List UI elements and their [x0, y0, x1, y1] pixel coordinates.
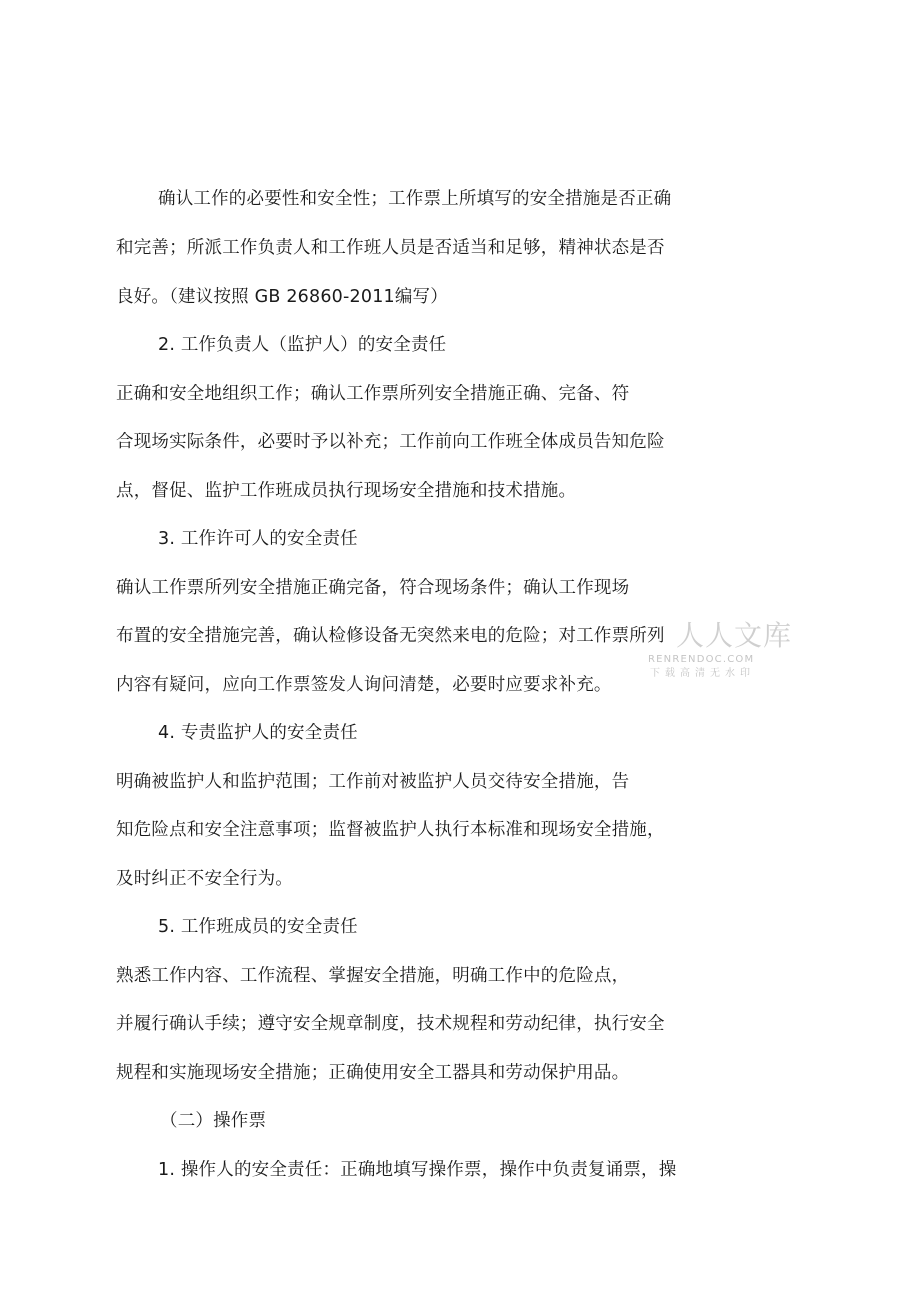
paragraph-line: 1. 操作人的安全责任：正确地填写操作票，操作中负责复诵票，操 — [158, 1160, 677, 1180]
section-heading: 4. 专责监护人的安全责任 — [158, 723, 358, 743]
section-heading: 2. 工作负责人（监护人）的安全责任 — [158, 335, 447, 355]
watermark-title: 人人文库 — [676, 619, 793, 652]
paragraph-line: 内容有疑问，应向工作票签发人询问清楚，必要时应要求补充。 — [116, 675, 612, 695]
paragraph-line: 熟悉工作内容、工作流程、掌握安全措施，明确工作中的危险点， — [116, 966, 630, 986]
paragraph-line: 确认工作的必要性和安全性；工作票上所填写的安全措施是否正确 — [158, 189, 672, 209]
section-heading: （二）操作票 — [160, 1111, 267, 1131]
section-heading: 3. 工作许可人的安全责任 — [158, 529, 358, 549]
paragraph-line: 正确和安全地组织工作；确认工作票所列安全措施正确、完备、符 — [116, 384, 630, 404]
paragraph-line: 知危险点和安全注意事项；监督被监护人执行本标准和现场安全措施， — [116, 820, 665, 840]
watermark-tagline: 下载高清无水印 — [650, 668, 755, 679]
paragraph-line: 和完善；所派工作负责人和工作班人员是否适当和足够，精神状态是否 — [116, 238, 665, 258]
paragraph-line: 规程和实施现场安全措施；正确使用安全工器具和劳动保护用品。 — [116, 1063, 630, 1083]
watermark-site: RENRENDOC.COM — [648, 654, 755, 665]
paragraph-line: 点，督促、监护工作班成员执行现场安全措施和技术措施。 — [116, 481, 577, 501]
paragraph-line: 良好。（建议按照 GB 26860-2011编写） — [116, 287, 448, 307]
paragraph-line: 确认工作票所列安全措施正确完备，符合现场条件；确认工作现场 — [116, 578, 630, 598]
paragraph-line: 明确被监护人和监护范围；工作前对被监护人员交待安全措施，告 — [116, 772, 630, 792]
paragraph-line: 合现场实际条件，必要时予以补充；工作前向工作班全体成员告知危险 — [116, 432, 665, 452]
paragraph-line: 并履行确认手续；遵守安全规章制度，技术规程和劳动纪律，执行安全 — [116, 1014, 665, 1034]
section-heading: 5. 工作班成员的安全责任 — [158, 917, 358, 937]
watermark — [648, 619, 793, 684]
paragraph-line: 布置的安全措施完善，确认检修设备无突然来电的危险；对工作票所列 — [116, 626, 665, 646]
paragraph-line: 及时纠正不安全行为。 — [116, 869, 293, 889]
